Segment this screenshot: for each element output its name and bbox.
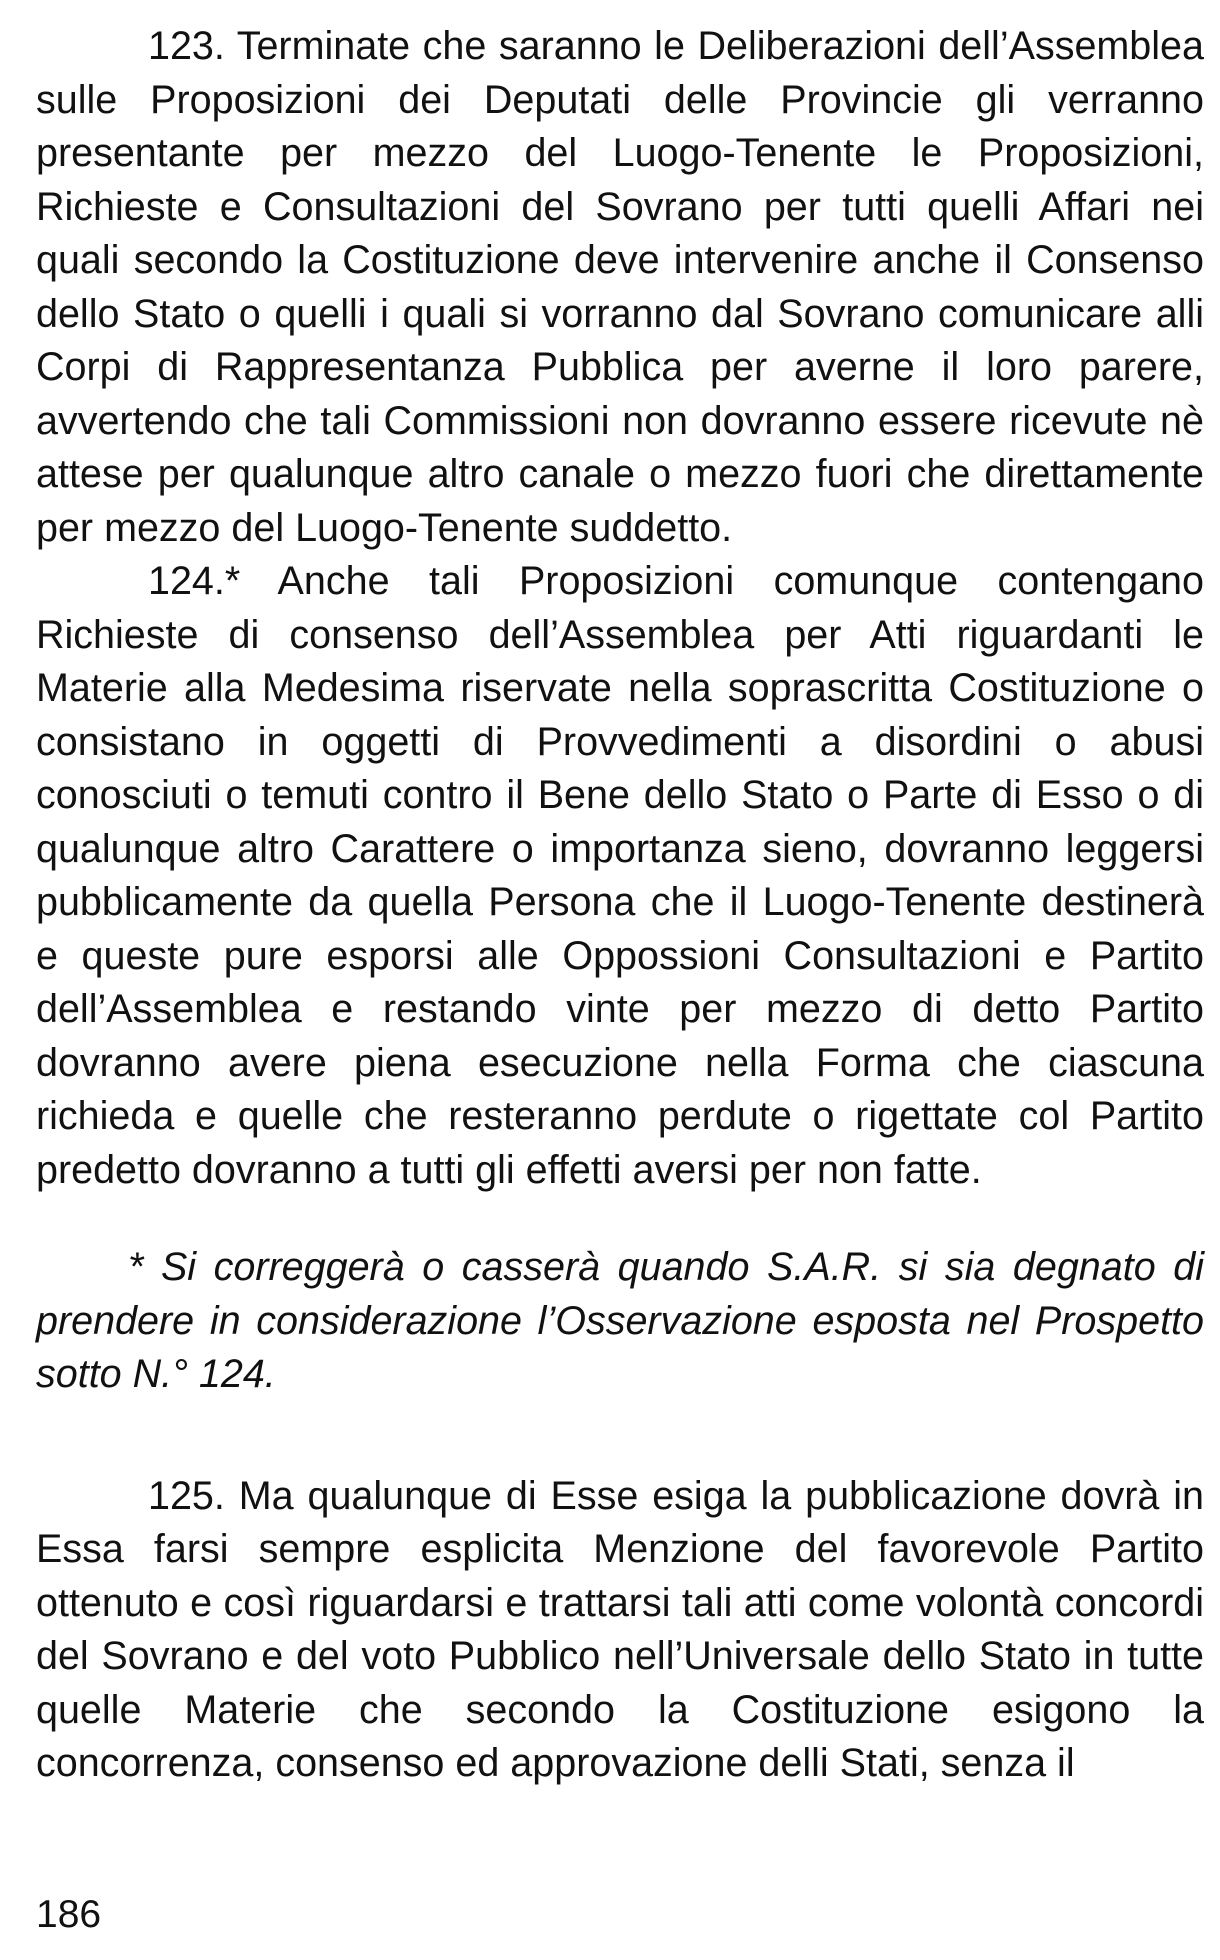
paragraph-125: 125. Ma qualunque di Esse esiga la pubblicazione dovrà in Essa farsi sempre esplicita Menzione del favorevole Partito ottenuto e così riguardarsi e trattarsi tali atti come volontà concordi del Sovrano e del voto Pubblico nell’Universale dello Stato in tutte quelle Materie che secondo la Costituzione esigono la concorrenza, consenso ed approvazione delli Stati, senza il (36, 1473, 1204, 1785)
section-gap (36, 1402, 1204, 1470)
page-number: 186 (36, 1893, 102, 1936)
paragraph-123: 123. Terminate che saranno le Deliberazioni dell’Assemblea sulle Proposizioni dei Deputati delle Provincie gli verranno presentante per mezzo del Luogo-Tenente le Proposizioni, Richieste e Consultazioni del Sovrano per tutti quelli Affari nei quali secondo la Costituzione deve intervenire anche il Consenso dello Stato o quelli i quali si vorranno dal Sovrano comunicare alli Corpi di Rappresentanza Pubblica per averne il loro parere, avvertendo che tali Commissioni non dovranno essere ricevute nè attese per qualunque altro canale o mezzo fuori che direttamente per mezzo del Luogo-Tenente suddetto. (36, 24, 1204, 550)
document-page (36, 20, 1204, 1791)
footnote: * Si correggerà o casserà quando S.A.R. si sia degnato di prendere in considerazione l’Osservazione esposta nel Prospetto sotto N.° 124. (36, 1245, 1204, 1396)
paragraph-124: 124.* Anche tali Proposizioni comunque contengano Richieste di consenso dell’Assemblea per Atti riguardanti le Materie alla Medesima riservate nella soprascritta Costituzione o consistano in oggetti di Provvedimenti a disordini o abusi conosciuti o temuti contro il Bene dello Stato o Parte di Esso o di qualunque altro Carattere o importanza sieno, dovranno leggersi pubblicamente da quella Persona che il Luogo-Tenente destinerà e queste pure esporsi alle Oppossioni Consultazioni e Partito dell’Assemblea e restando vinte per mezzo di detto Partito dovranno avere piena esecuzione nella Forma che ciascuna richieda e quelle che resteranno perdute o rigettate col Partito predetto dovranno a tutti gli effetti aversi per non fatte. (36, 559, 1204, 1192)
